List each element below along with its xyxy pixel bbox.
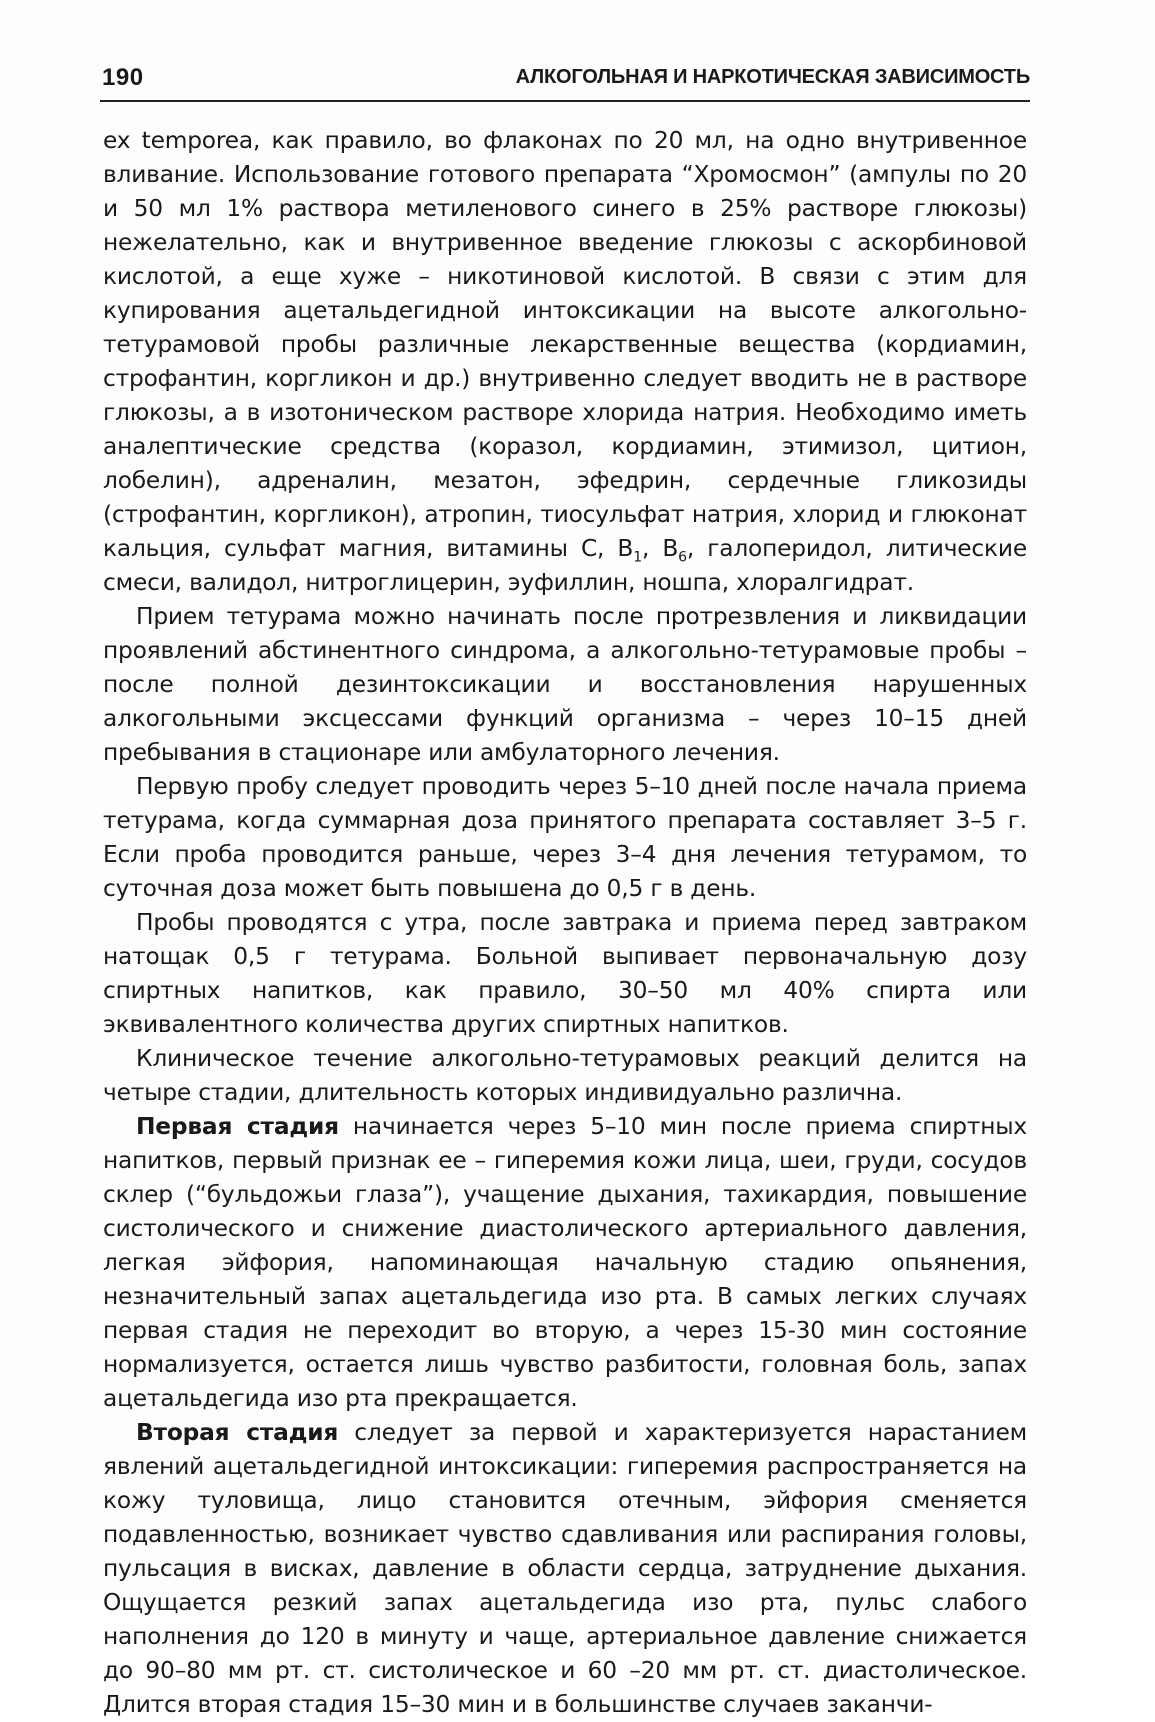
paragraph-1-mid: , В [641, 535, 679, 562]
term-second-stage: Вторая стадия [136, 1419, 339, 1446]
paragraph-6-text: начинается через 5–10 мин после приема спиртных напитков, первый признак ее – гиперемия кожи лица, шеи, груди, сосудов склер (“бульдожьи глаза”), учащение дыхания, тахикардия, повышение систолического и снижение диастолического артериального давления, легкая эйфория, напоминающая начальную стадию опьянения, незначительный запах ацетальдегида изо рта. В самых легких случаях первая стадия не переходит во вторую, а через 15-30 мин состояние нормализуется, остается лишь чувство разбитости, головная боль, запах ацетальдегида изо рта прекращается. [103, 1113, 1028, 1412]
subscript-1: 1 [633, 549, 642, 566]
subscript-6: 6 [678, 549, 687, 566]
running-title: АЛКОГОЛЬНАЯ И НАРКОТИЧЕСКАЯ ЗАВИСИМОСТЬ [515, 66, 1030, 88]
term-first-stage: Первая стадия [136, 1113, 339, 1140]
paragraph-5: Клиническое течение алкогольно-тетурамовых реакций делится на четыре стадии, длительность которых индивидуально различна. [103, 1045, 1027, 1106]
paragraph-2: Прием тетурама можно начинать после протрезвления и ликвидации проявлений абстинентного синдрома, а алкогольно-тетурамовые пробы – после полной дезинтоксикации и восстановления нарушенных алкогольными эксцессами функций организма – через 10–15 дней пребывания в стационаре или амбулаторного лечения. [103, 603, 1027, 766]
paragraph-7 [103, 1416, 1027, 1722]
paragraph-1-end: , галоперидол, литические смеси, валидол, нитроглицерин, эуфиллин, ношпа, хлоралгидрат. [103, 535, 1027, 596]
paragraph-6 [103, 1110, 1027, 1416]
page-header [100, 60, 1030, 102]
paragraph-4: Пробы проводятся с утра, после завтрака и приема перед завтраком натощак 0,5 г тетурама. Больной выпивает первоначальную дозу спиртных напитков, как правило, 30–50 мл 40% спирта или эквивалентного количества других спиртных напитков. [103, 909, 1027, 1038]
page-number: 190 [102, 64, 144, 91]
body-text [103, 124, 1027, 1722]
paragraph-7-text: следует за первой и характеризуется нарастанием явлений ацетальдегидной интоксикации: гиперемия распространяется на кожу туловища, лицо становится отечным, эйфория сменяется подавленностью, возникает чувство сдавливания или распирания головы, пульсация в висках, давление в области сердца, затруднение дыхания. Ощущается резкий запах ацетальдегида изо рта, пульс слабого наполнения до 120 в минуту и чаще, артериальное давление снижается до 90–80 мм рт. ст. систолическое и 60 –20 мм рт. ст. диастолическое. Длится вторая стадия 15–30 мин и в большинстве случаев заканчи- [103, 1419, 1027, 1718]
paragraph-1 [103, 124, 1027, 600]
paragraph-3: Первую пробу следует проводить через 5–10 дней после начала приема тетурама, когда суммарная доза принятого препарата составляет 3–5 г. Если проба проводится раньше, через 3–4 дня лечения тетурамом, то суточная доза может быть повышена до 0,5 г в день. [103, 773, 1027, 902]
paragraph-1-text: ex temporea, как правило, во флаконах по 20 мл, на одно внутривенное вливание. Использование готового препарата “Хромосмон” (ампулы по 20 и 50 мл 1% раствора метиленового синего в 25% растворе глюкозы) нежелательно, как и внутривенное введение глюкозы с аскорбиновой кислотой, а еще хуже – никотиновой кислотой. В связи с этим для купирования ацетальдегидной интоксикации на высоте алкогольно-тетурамовой пробы различные лекарственные вещества (кордиамин, строфантин, коргликон и др.) внутривенно следует вводить не в растворе глюкозы, а в изотоническом растворе хлорида натрия. Необходимо иметь аналептические средства (коразол, кордиамин, этимизол, цитион, лобелин), адреналин, мезатон, эфедрин, сердечные гликозиды (строфантин, коргликон), атропин, тиосульфат натрия, хлорид и глюконат кальция, сульфат магния, витамины С, В [103, 127, 1027, 562]
